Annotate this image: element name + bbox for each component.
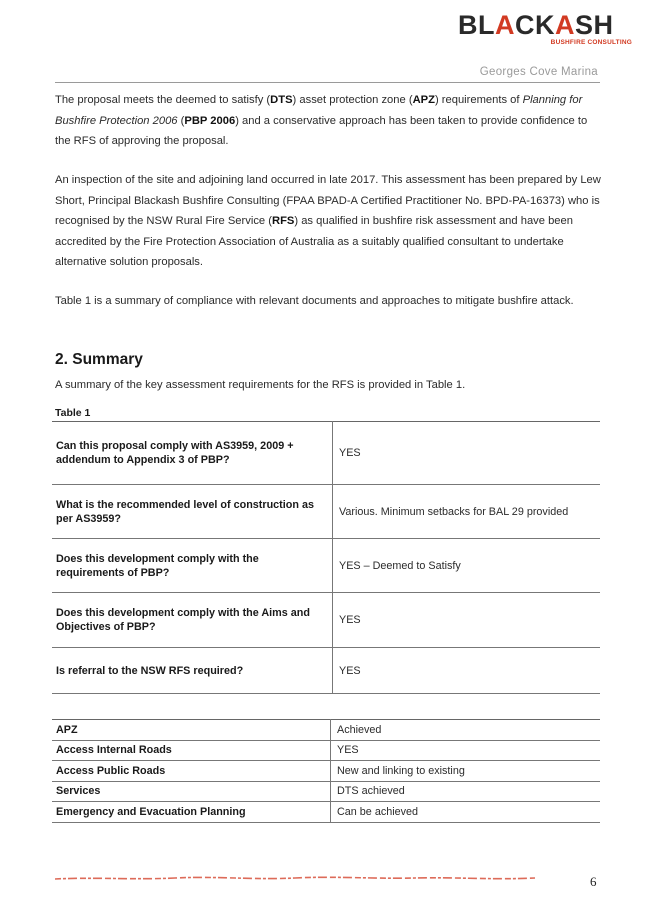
assessment-status-table [52, 719, 600, 823]
logo-subtitle: BUSHFIRE CONSULTING [550, 39, 632, 46]
question-cell: What is the recommended level of construction as per AS3959? [52, 485, 333, 539]
status-cell: Can be achieved [331, 802, 601, 823]
logo-wordmark: BLACKASH [458, 10, 614, 40]
question-cell: Does this development comply with the requirements of PBP? [52, 539, 333, 593]
table-row [52, 593, 600, 648]
table-row [52, 720, 600, 741]
section-intro: A summary of the key assessment requirements for the RFS is provided in Table 1. [55, 379, 466, 391]
item-cell: Emergency and Evacuation Planning [52, 802, 331, 823]
table-row [52, 781, 600, 802]
table-row [52, 539, 600, 593]
question-cell: Does this development comply with the Aims and Objectives of PBP? [52, 593, 333, 648]
status-cell: New and linking to existing [331, 761, 601, 782]
paragraph-table-intro: Table 1 is a summary of compliance with relevant documents and approaches to mitigate bushfire attack. [55, 295, 574, 307]
item-cell: Access Public Roads [52, 761, 331, 782]
table-row [52, 740, 600, 761]
table-row [52, 802, 600, 823]
footer-decorative-line [55, 874, 535, 882]
question-cell: Can this proposal comply with AS3959, 2009 + addendum to Appendix 3 of PBP? [52, 422, 333, 485]
table-caption: Table 1 [55, 407, 91, 419]
table-row [52, 648, 600, 694]
paragraph-inspection: An inspection of the site and adjoining land occurred in late 2017. This assessment has been prepared by Lew Short, Principal Blackash Bushfire Consulting (FPAA BPAD-A Certified Practitioner No. BPD-PA-16373) who is recognised by the NSW Rural Fire Service (RFS) as qualified in bushfire risk assessment and have been accredited by the Fire Protection Association of Australia as a suitably qualified consultant to undertake alternative solution proposals. [55, 174, 601, 268]
item-cell: Services [52, 781, 331, 802]
table-row [52, 422, 600, 485]
answer-cell: YES [333, 422, 601, 485]
table-row [52, 761, 600, 782]
section-heading: 2. Summary [55, 351, 143, 368]
answer-cell: YES [333, 648, 601, 694]
table-row [52, 485, 600, 539]
running-header [55, 66, 600, 83]
status-cell: DTS achieved [331, 781, 601, 802]
item-cell: APZ [52, 720, 331, 741]
blackash-logo [458, 10, 634, 46]
summary-table [52, 421, 600, 694]
status-cell: Achieved [331, 720, 601, 741]
answer-cell: Various. Minimum setbacks for BAL 29 provided [333, 485, 601, 539]
paragraph-compliance: The proposal meets the deemed to satisfy (DTS) asset protection zone (APZ) requirements of Planning for Bushfire Protection 2006 (PBP 2006) and a conservative approach has been taken to provide confidence to the RFS of approving the proposal. [55, 94, 588, 147]
answer-cell: YES [333, 593, 601, 648]
page-number: 6 [590, 874, 597, 889]
question-cell: Is referral to the NSW RFS required? [52, 648, 333, 694]
item-cell: Access Internal Roads [52, 740, 331, 761]
answer-cell: YES – Deemed to Satisfy [333, 539, 601, 593]
status-cell: YES [331, 740, 601, 761]
project-name: Georges Cove Marina [479, 66, 598, 78]
